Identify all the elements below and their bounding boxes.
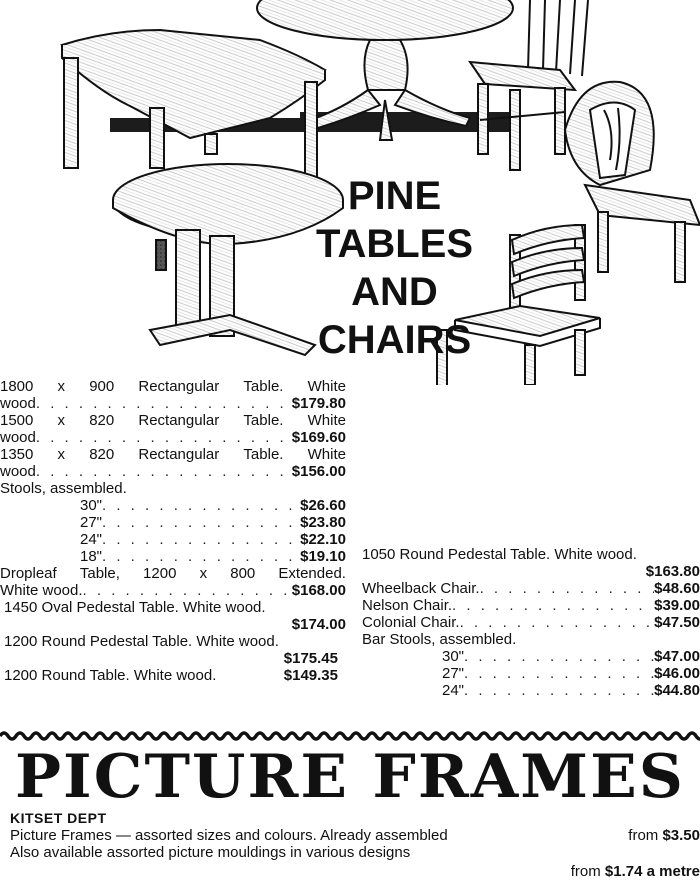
leader-dots [36, 395, 292, 412]
stools-heading: Stools, assembled. [0, 480, 127, 497]
chair-price: $39.00 [654, 597, 700, 614]
item-desc: wood [0, 429, 36, 446]
frames-line-1-price-group [628, 827, 700, 844]
frames-line-2: Also available assorted picture mouldings in various designs [10, 844, 411, 861]
chair-desc: Nelson Chair. [362, 597, 453, 614]
item-desc: White wood. [0, 582, 83, 599]
bar-stool-size: 24" [442, 682, 465, 699]
chair-price: $47.50 [654, 614, 700, 631]
from-label: from [570, 863, 601, 880]
bar-stool-price: $47.00 [654, 648, 700, 665]
bar-stool-price: $44.80 [654, 682, 700, 699]
leader-dots [36, 463, 292, 480]
stool-price: $19.10 [300, 548, 346, 565]
stool-size: 18" [80, 548, 103, 565]
word: 820 [89, 412, 115, 429]
headline [282, 172, 507, 364]
price-item-1350-table [0, 446, 346, 480]
chair-row [362, 614, 700, 631]
word: Rectangular [138, 446, 220, 463]
chair-desc: Wheelback Chair. [362, 580, 480, 597]
item-desc: 1450 Oval Pedestal Table. White wood. [4, 599, 266, 616]
from-label: from [628, 827, 659, 844]
word: 1500 [0, 412, 34, 429]
price-item-1050-round [362, 546, 700, 580]
stool-price: $23.80 [300, 514, 346, 531]
item-price: $163.80 [645, 563, 700, 580]
item-desc: wood [0, 395, 36, 412]
leader-dots [464, 665, 654, 682]
price-item-1500-table [0, 412, 346, 446]
leader-dots [102, 514, 300, 531]
word: 1350 [0, 446, 34, 463]
bar-stool-size: 27" [442, 665, 465, 682]
word: x [57, 412, 66, 429]
word: Rectangular [138, 412, 220, 429]
word: Table. [243, 378, 284, 395]
item-price: $174.00 [291, 616, 346, 633]
stool-row [0, 548, 346, 565]
leader-dots [452, 597, 654, 614]
price-item-round-table [0, 667, 346, 684]
word: White [307, 412, 346, 429]
word: 1200 [143, 565, 177, 582]
bar-stools-heading: Bar Stools, assembled. [362, 631, 517, 648]
stool-row [0, 531, 346, 548]
item-price: $156.00 [291, 463, 346, 480]
leader-dots [460, 614, 655, 631]
word: x [57, 378, 66, 395]
bar-stool-size: 30" [442, 648, 465, 665]
headline-line-2: TABLES [315, 222, 474, 266]
word: Rectangular [138, 378, 220, 395]
leader-dots [36, 429, 292, 446]
leader-dots [102, 531, 300, 548]
word: 800 [230, 565, 256, 582]
word: Dropleaf [0, 565, 57, 582]
word: 1800 [0, 378, 34, 395]
price-item-round-pedestal [0, 633, 346, 667]
item-price: $179.80 [291, 395, 346, 412]
leader-dots [102, 497, 300, 514]
headline-line-3: AND [351, 270, 438, 314]
item-price: $168.00 [291, 582, 346, 599]
picture-frames-title: PICTURE FRAMES [14, 742, 686, 812]
word: Table. [243, 446, 284, 463]
chair-row [362, 597, 700, 614]
kitset-dept-label: KITSET DEPT [10, 810, 107, 826]
word: x [199, 565, 208, 582]
stool-price: $22.10 [300, 531, 346, 548]
chair-desc: Colonial Chair. [362, 614, 460, 631]
leader-dots [102, 548, 300, 565]
leader-dots [83, 582, 292, 599]
wavy-divider [0, 729, 700, 743]
frames-line-1 [10, 827, 700, 844]
headline-line-1: PINE [347, 174, 442, 218]
stool-row [0, 514, 346, 531]
price-item-dropleaf [0, 565, 346, 599]
stool-size: 30" [80, 497, 103, 514]
headline-line-4: CHAIRS [317, 318, 472, 362]
word: x [57, 446, 66, 463]
bar-stool-row [362, 682, 700, 699]
stool-size: 24" [80, 531, 103, 548]
item-price: $149.35 [283, 667, 338, 684]
item-desc: 1200 Round Table. White wood. [4, 667, 217, 684]
leader-dots [464, 648, 654, 665]
frames-line-1-text: Picture Frames — assorted sizes and colours. Already assembled [10, 827, 448, 844]
right-price-list [362, 546, 700, 699]
word: Extended. [278, 565, 346, 582]
item-desc: 1050 Round Pedestal Table. White wood. [362, 546, 637, 563]
word: White [307, 378, 346, 395]
stool-row [0, 497, 346, 514]
stool-price: $26.60 [300, 497, 346, 514]
frames-price: $3.50 [662, 827, 700, 844]
word: 900 [89, 378, 115, 395]
bar-stool-price: $46.00 [654, 665, 700, 682]
chair-row [362, 580, 700, 597]
item-desc: wood [0, 463, 36, 480]
bar-stool-row [362, 648, 700, 665]
item-desc: 1200 Round Pedestal Table. White wood. [4, 633, 279, 650]
stool-size: 27" [80, 514, 103, 531]
price-item-oval [0, 599, 346, 633]
frames-line-3 [10, 863, 700, 880]
word: White [307, 446, 346, 463]
leader-dots [480, 580, 655, 597]
leader-dots [464, 682, 654, 699]
item-price: $169.60 [291, 429, 346, 446]
picture-frames-body [10, 810, 700, 880]
price-item-1800-table [0, 378, 346, 412]
word: Table, [79, 565, 120, 582]
mouldings-price: $1.74 a metre [604, 863, 700, 880]
rectangular-table-drawing [62, 30, 325, 182]
word: Table. [243, 412, 284, 429]
left-price-list [0, 378, 346, 684]
word: 820 [89, 446, 115, 463]
bar-stool-row [362, 665, 700, 682]
item-price: $175.45 [283, 650, 338, 667]
chair-price: $48.60 [654, 580, 700, 597]
